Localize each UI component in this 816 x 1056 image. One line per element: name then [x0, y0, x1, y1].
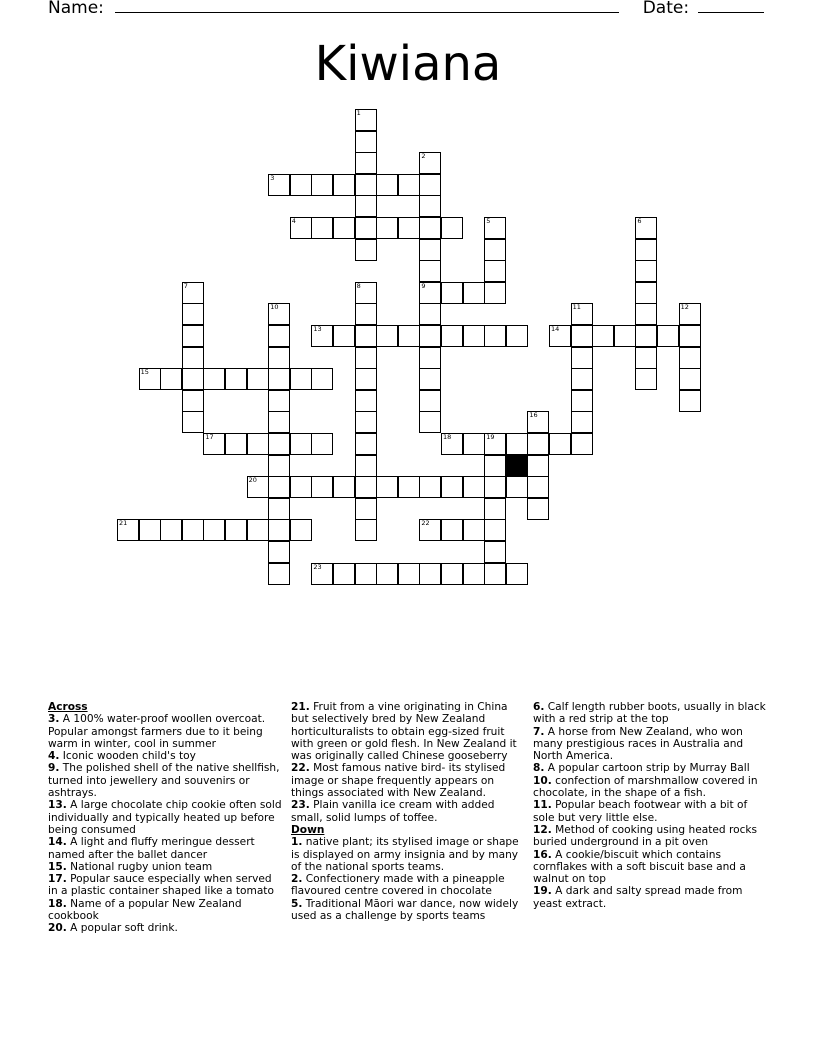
- grid-cell[interactable]: [203, 433, 225, 455]
- clue-item: 9. The polished shell of the native shellfish, turned into jewellery and souvenirs or ashtrays.: [48, 762, 280, 800]
- grid-cell[interactable]: [527, 476, 549, 498]
- grid-cell[interactable]: [355, 498, 377, 520]
- grid-cell[interactable]: [463, 476, 485, 498]
- grid-cell[interactable]: [635, 325, 657, 347]
- grid-cell[interactable]: [419, 152, 441, 174]
- grid-cell[interactable]: [571, 303, 593, 325]
- grid-cell[interactable]: [268, 519, 290, 541]
- grid-cell[interactable]: [398, 476, 420, 498]
- grid-cell[interactable]: [182, 390, 204, 412]
- grid-cell[interactable]: [527, 455, 549, 477]
- puzzle-title: Kiwiana: [314, 36, 502, 92]
- clue-number-label: 15.: [48, 860, 67, 873]
- grid-cell[interactable]: [463, 563, 485, 585]
- grid-cell[interactable]: [419, 563, 441, 585]
- grid-cell[interactable]: [441, 217, 463, 239]
- grid-cell[interactable]: [290, 368, 312, 390]
- grid-cell[interactable]: [376, 325, 398, 347]
- grid-cell[interactable]: [484, 519, 506, 541]
- clue-number-label: 17.: [48, 873, 67, 886]
- grid-cell[interactable]: [355, 390, 377, 412]
- clue-number-label: 19.: [533, 885, 552, 898]
- clue-number-label: 13.: [48, 799, 67, 812]
- grid-cell[interactable]: [268, 303, 290, 325]
- grid-cell[interactable]: [333, 476, 355, 498]
- grid-cell[interactable]: [247, 368, 269, 390]
- grid-cell[interactable]: [571, 325, 593, 347]
- clue-item: 23. Plain vanilla ice cream with added small, solid lumps of toffee.: [291, 799, 495, 824]
- grid-cell[interactable]: [355, 476, 377, 498]
- grid-cell[interactable]: [355, 325, 377, 347]
- grid-cell[interactable]: [635, 239, 657, 261]
- clue-number: 8: [356, 281, 361, 290]
- clue-number: 9: [421, 281, 426, 290]
- clue-number: 1: [356, 109, 361, 117]
- clue-item: 10. confection of marshmallow covered in chocolate, in the shape of a fish.: [533, 774, 758, 800]
- clue-number-label: 2.: [291, 873, 303, 886]
- grid-cell[interactable]: [635, 217, 657, 239]
- grid-cell[interactable]: [571, 368, 593, 390]
- grid-cell[interactable]: [571, 390, 593, 412]
- clue-number-label: 18.: [48, 897, 67, 910]
- clue-number: 5: [486, 217, 491, 225]
- clue-number: 19: [486, 433, 495, 441]
- grid-cell[interactable]: [484, 239, 506, 261]
- grid-cell[interactable]: [268, 563, 290, 585]
- clue-item: 21. Fruit from a vine originating in China but selectively bred by New Zealand horticulturalists to obtain egg-sized fruit with green or gold flesh. In New Zealand it was originally called Chinese gooseberry: [291, 701, 517, 763]
- clue-number: 20: [248, 476, 257, 485]
- clue-item: 16. A cookie/biscuit which contains cornflakes with a soft biscuit base and a walnut on top: [533, 848, 746, 886]
- clue-number: 23: [313, 562, 322, 571]
- grid-cell[interactable]: [139, 519, 161, 541]
- grid-cell[interactable]: [355, 109, 377, 131]
- grid-cell[interactable]: [441, 563, 463, 585]
- grid-cell[interactable]: [355, 217, 377, 239]
- grid-cell[interactable]: [463, 282, 485, 304]
- clue-item: 6. Calf length rubber boots, usually in black with a red strip at the top: [533, 701, 766, 726]
- grid-cell[interactable]: [398, 325, 420, 347]
- grid-cell[interactable]: [311, 476, 333, 498]
- clue-number-label: 7.: [533, 725, 545, 738]
- grid-cell[interactable]: [484, 325, 506, 347]
- grid-cell[interactable]: [484, 433, 506, 455]
- grid-cell[interactable]: [484, 541, 506, 563]
- grid-cell[interactable]: [484, 260, 506, 282]
- grid-cell[interactable]: [182, 411, 204, 433]
- grid-cell[interactable]: [484, 455, 506, 477]
- grid-cell[interactable]: [311, 368, 333, 390]
- grid-cell[interactable]: [679, 347, 701, 369]
- grid-cell[interactable]: [225, 433, 247, 455]
- grid-cell[interactable]: [268, 476, 290, 498]
- grid-cell[interactable]: [441, 519, 463, 541]
- clue-item: 22. Most famous native bird- its stylised image or shape frequently appears on things associated with New Zealand.: [291, 762, 506, 800]
- grid-cell[interactable]: [117, 519, 139, 541]
- clue-number: 14: [551, 325, 560, 333]
- grid-cell[interactable]: [441, 282, 463, 304]
- clue-number: 2: [421, 152, 426, 161]
- clue-number-label: 6.: [533, 701, 545, 713]
- grid-cell[interactable]: [419, 368, 441, 390]
- grid-cell[interactable]: [419, 260, 441, 282]
- grid-cell[interactable]: [290, 519, 312, 541]
- clue-column-1: [48, 701, 284, 935]
- grid-block: [506, 455, 528, 477]
- clue-item: 13. A large chocolate chip cookie often sold individually and typically heated up before being consumed: [48, 799, 282, 836]
- grid-cell[interactable]: [355, 303, 377, 325]
- clue-item: 7. A horse from New Zealand, who won many prestigious races in Australia and North America.: [533, 725, 744, 763]
- grid-cell[interactable]: [311, 174, 333, 196]
- grid-cell[interactable]: [419, 390, 441, 412]
- grid-cell[interactable]: [355, 195, 377, 217]
- grid-cell[interactable]: [182, 303, 204, 325]
- grid-cell[interactable]: [571, 411, 593, 433]
- clue-number: 16: [529, 411, 538, 420]
- grid-cell[interactable]: [333, 217, 355, 239]
- grid-cell[interactable]: [333, 325, 355, 347]
- clue-item: 17. Popular sauce especially when served in a plastic container shaped like a tomato: [48, 873, 274, 898]
- clue-number-label: 4.: [48, 750, 60, 763]
- grid-cell[interactable]: [268, 433, 290, 455]
- clue-number-label: 5.: [291, 897, 303, 910]
- grid-cell[interactable]: [290, 476, 312, 498]
- grid-cell[interactable]: [182, 368, 204, 390]
- grid-cell[interactable]: [376, 174, 398, 196]
- grid-cell[interactable]: [549, 433, 571, 455]
- clue-number-label: 10.: [533, 774, 552, 787]
- grid-cell[interactable]: [419, 325, 441, 347]
- grid-cell[interactable]: [419, 347, 441, 369]
- date-label: Date:: [642, 0, 690, 18]
- clue-number: 10: [270, 303, 279, 312]
- grid-cell[interactable]: [419, 519, 441, 541]
- clue-number: 18: [443, 433, 452, 441]
- clue-item: 4. Iconic wooden child's toy: [48, 750, 196, 763]
- grid-cell[interactable]: [247, 519, 269, 541]
- grid-cell[interactable]: [355, 368, 377, 390]
- clue-number-label: 23.: [291, 799, 310, 812]
- grid-cell[interactable]: [290, 217, 312, 239]
- grid-cell[interactable]: [160, 368, 182, 390]
- grid-cell[interactable]: [419, 411, 441, 433]
- grid-cell[interactable]: [506, 476, 528, 498]
- clue-number: 3: [270, 173, 275, 182]
- grid-cell[interactable]: [311, 325, 333, 347]
- clue-column-3: [533, 701, 769, 910]
- grid-cell[interactable]: [419, 174, 441, 196]
- clue-number-label: 9.: [48, 762, 60, 775]
- grid-cell[interactable]: [225, 368, 247, 390]
- grid-cell[interactable]: [419, 476, 441, 498]
- grid-cell[interactable]: [419, 217, 441, 239]
- grid-cell[interactable]: [679, 303, 701, 325]
- clue-number: 11: [572, 303, 581, 312]
- clue-number-label: 14.: [48, 836, 67, 849]
- grid-cell[interactable]: [160, 519, 182, 541]
- grid-cell[interactable]: [355, 519, 377, 541]
- grid-cell[interactable]: [182, 347, 204, 369]
- grid-cell[interactable]: [419, 195, 441, 217]
- name-label: Name:: [48, 0, 104, 18]
- clue-number: 13: [313, 325, 322, 333]
- grid-cell[interactable]: [635, 282, 657, 304]
- grid-cell[interactable]: [463, 519, 485, 541]
- grid-cell[interactable]: [527, 498, 549, 520]
- grid-cell[interactable]: [182, 519, 204, 541]
- grid-cell[interactable]: [139, 368, 161, 390]
- grid-cell[interactable]: [484, 476, 506, 498]
- grid-cell[interactable]: [355, 563, 377, 585]
- grid-cell[interactable]: [268, 411, 290, 433]
- clue-item: 11. Popular beach footwear with a bit of sole but very little else.: [533, 799, 748, 824]
- grid-cell[interactable]: [527, 433, 549, 455]
- clue-item: 12. Method of cooking using heated rocks buried underground in a pit oven: [533, 823, 758, 849]
- grid-cell[interactable]: [376, 476, 398, 498]
- grid-cell[interactable]: [311, 563, 333, 585]
- grid-cell[interactable]: [441, 476, 463, 498]
- grid-cell[interactable]: [635, 347, 657, 369]
- grid-cell[interactable]: [268, 541, 290, 563]
- grid-cell[interactable]: [225, 519, 247, 541]
- clue-number-label: 3.: [48, 713, 60, 726]
- grid-cell[interactable]: [419, 239, 441, 261]
- grid-cell[interactable]: [203, 519, 225, 541]
- grid-cell[interactable]: [635, 260, 657, 282]
- grid-cell[interactable]: [484, 282, 506, 304]
- grid-cell[interactable]: [355, 174, 377, 196]
- clue-number: 4: [291, 217, 296, 225]
- grid-cell[interactable]: [549, 325, 571, 347]
- clue-number-label: 1.: [291, 836, 303, 849]
- clue-number: 22: [421, 519, 430, 528]
- grid-cell[interactable]: [441, 325, 463, 347]
- grid-cell[interactable]: [679, 368, 701, 390]
- grid-cell[interactable]: [355, 152, 377, 174]
- clue-item: 20. A popular soft drink.: [48, 922, 178, 935]
- grid-cell[interactable]: [290, 174, 312, 196]
- grid-cell[interactable]: [290, 433, 312, 455]
- grid-cell[interactable]: [484, 563, 506, 585]
- grid-cell[interactable]: [506, 325, 528, 347]
- grid-cell[interactable]: [203, 368, 225, 390]
- grid-cell[interactable]: [506, 563, 528, 585]
- grid-cell[interactable]: [355, 455, 377, 477]
- grid-cell[interactable]: [355, 347, 377, 369]
- across-heading: Across: [48, 701, 88, 713]
- grid-cell[interactable]: [679, 325, 701, 347]
- clue-number-label: 20.: [48, 922, 67, 935]
- grid-cell[interactable]: [484, 217, 506, 239]
- grid-cell[interactable]: [333, 174, 355, 196]
- grid-cell[interactable]: [355, 131, 377, 153]
- grid-cell[interactable]: [268, 498, 290, 520]
- grid-cell[interactable]: [355, 411, 377, 433]
- grid-cell[interactable]: [657, 325, 679, 347]
- clue-number-label: 8.: [533, 762, 545, 775]
- grid-cell[interactable]: [355, 282, 377, 304]
- clue-item: 15. National rugby union team: [48, 860, 213, 873]
- clue-item: 19. A dark and salty spread made from yeast extract.: [533, 885, 743, 910]
- grid-cell[interactable]: [268, 325, 290, 347]
- grid-cell[interactable]: [247, 433, 269, 455]
- grid-cell[interactable]: [182, 325, 204, 347]
- grid-cell[interactable]: [311, 433, 333, 455]
- clue-item: 2. Confectionery made with a pineapple flavoured centre covered in chocolate: [291, 873, 505, 898]
- grid-cell[interactable]: [419, 303, 441, 325]
- grid-cell[interactable]: [268, 347, 290, 369]
- clue-number: 12: [680, 303, 689, 312]
- clue-number: 6: [637, 217, 642, 225]
- grid-cell[interactable]: [484, 498, 506, 520]
- grid-cell[interactable]: [247, 476, 269, 498]
- grid-cell[interactable]: [679, 390, 701, 412]
- grid-cell[interactable]: [571, 433, 593, 455]
- down-heading: Down: [291, 823, 325, 836]
- grid-cell[interactable]: [355, 239, 377, 261]
- grid-cell[interactable]: [441, 433, 463, 455]
- grid-cell[interactable]: [398, 217, 420, 239]
- grid-cell[interactable]: [355, 433, 377, 455]
- grid-cell[interactable]: [398, 563, 420, 585]
- grid-cell[interactable]: [527, 411, 549, 433]
- clue-number: 15: [140, 368, 149, 377]
- clue-item: 3. A 100% water-proof woollen overcoat. Popular amongst farmers due to it being warm in winter, cool in summer: [48, 713, 266, 750]
- grid-cell[interactable]: [268, 455, 290, 477]
- clue-item: 8. A popular cartoon strip by Murray Ball: [533, 762, 750, 775]
- grid-cell[interactable]: [268, 174, 290, 196]
- clue-number-label: 11.: [533, 799, 552, 812]
- grid-cell[interactable]: [311, 217, 333, 239]
- grid-cell[interactable]: [635, 368, 657, 390]
- grid-cell[interactable]: [333, 563, 355, 585]
- clue-column-2: [291, 701, 527, 922]
- grid-cell[interactable]: [463, 325, 485, 347]
- grid-cell[interactable]: [592, 325, 614, 347]
- clue-number-label: 16.: [533, 848, 552, 861]
- clue-item: 1. native plant; its stylised image or shape is displayed on army insignia and by many of the national sports teams.: [291, 836, 519, 873]
- clue-number-label: 22.: [291, 762, 310, 775]
- grid-cell[interactable]: [268, 368, 290, 390]
- clue-number: 7: [183, 281, 188, 290]
- clue-number: 21: [119, 519, 128, 528]
- grid-cell[interactable]: [268, 390, 290, 412]
- grid-cell[interactable]: [398, 174, 420, 196]
- clue-item: 5. Traditional Māori war dance, now widely used as a challenge by sports teams: [291, 897, 519, 923]
- grid-cell[interactable]: [571, 347, 593, 369]
- grid-cell[interactable]: [635, 303, 657, 325]
- clue-item: 18. Name of a popular New Zealand cookbook: [48, 897, 242, 923]
- clue-item: 14. A light and fluffy meringue dessert named after the ballet dancer: [48, 836, 255, 861]
- grid-cell[interactable]: [182, 282, 204, 304]
- clue-number-label: 21.: [291, 701, 310, 713]
- clue-number-label: 12.: [533, 823, 552, 836]
- grid-cell[interactable]: [376, 563, 398, 585]
- grid-cell[interactable]: [463, 433, 485, 455]
- grid-cell[interactable]: [506, 433, 528, 455]
- grid-cell[interactable]: [419, 282, 441, 304]
- grid-cell[interactable]: [614, 325, 636, 347]
- clue-number: 17: [205, 433, 214, 441]
- grid-cell[interactable]: [376, 217, 398, 239]
